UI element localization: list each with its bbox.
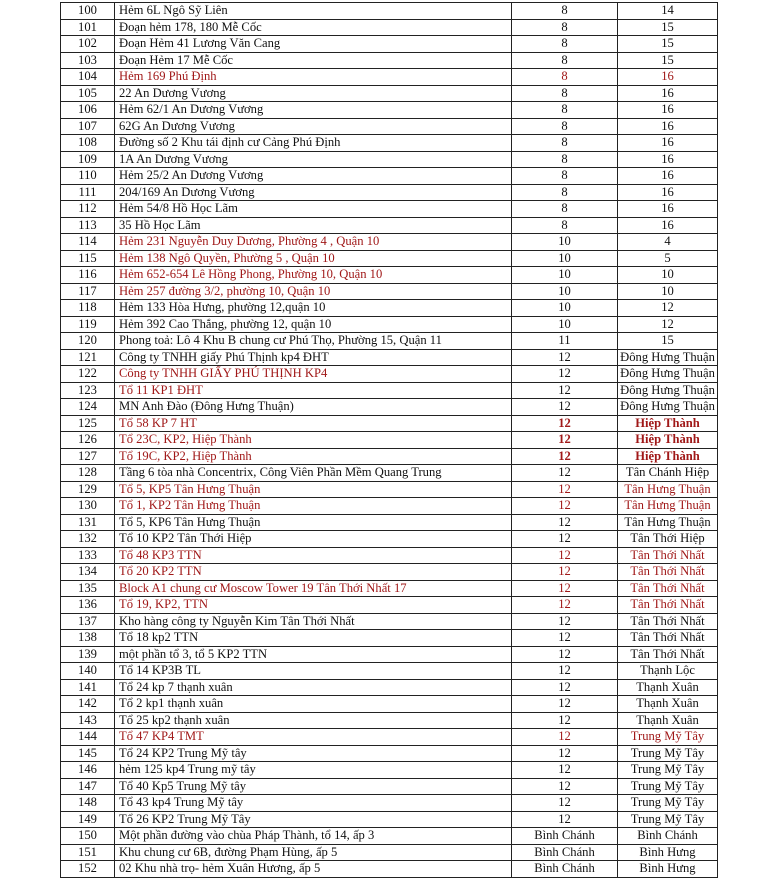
district-cell: 12 xyxy=(512,663,618,680)
row-index-cell: 106 xyxy=(61,102,115,119)
address-cell: Hẻm 392 Cao Thắng, phường 12, quận 10 xyxy=(115,316,512,333)
ward-cell: Trung Mỹ Tây xyxy=(618,778,718,795)
ward-cell: Trung Mỹ Tây xyxy=(618,811,718,828)
address-cell: MN Anh Đào (Đông Hưng Thuận) xyxy=(115,399,512,416)
row-index-cell: 119 xyxy=(61,316,115,333)
district-cell: 8 xyxy=(512,69,618,86)
row-index-cell: 124 xyxy=(61,399,115,416)
address-cell: Tổ 18 kp2 TTN xyxy=(115,630,512,647)
district-cell: 12 xyxy=(512,481,618,498)
ward-cell: 4 xyxy=(618,234,718,251)
row-index-cell: 131 xyxy=(61,514,115,531)
ward-cell: Tân Thới Hiệp xyxy=(618,531,718,548)
district-cell: 10 xyxy=(512,316,618,333)
district-cell: 10 xyxy=(512,250,618,267)
address-cell: Khu chung cư 6B, đường Phạm Hùng, ấp 5 xyxy=(115,844,512,861)
ward-cell: Tân Hưng Thuận xyxy=(618,481,718,498)
ward-cell: 16 xyxy=(618,168,718,185)
row-index-cell: 105 xyxy=(61,85,115,102)
address-cell: Tổ 11 KP1 ĐHT xyxy=(115,382,512,399)
table-row xyxy=(61,564,718,581)
ward-cell: Tân Thới Nhất xyxy=(618,613,718,630)
district-cell: 12 xyxy=(512,349,618,366)
district-cell: 12 xyxy=(512,531,618,548)
address-cell: Tổ 14 KP3B TL xyxy=(115,663,512,680)
address-cell: Đoạn hẻm 178, 180 Mễ Cốc xyxy=(115,19,512,36)
address-cell: Tổ 1, KP2 Tân Hưng Thuận xyxy=(115,498,512,515)
ward-cell: 16 xyxy=(618,201,718,218)
address-cell: Hẻm 54/8 Hồ Học Lãm xyxy=(115,201,512,218)
table-row xyxy=(61,316,718,333)
address-cell: Hẻm 169 Phú Định xyxy=(115,69,512,86)
table-row xyxy=(61,630,718,647)
address-cell: Hẻm 6L Ngô Sỹ Liên xyxy=(115,3,512,20)
district-cell: 12 xyxy=(512,498,618,515)
district-cell: 12 xyxy=(512,762,618,779)
address-cell: Hẻm 652-654 Lê Hồng Phong, Phường 10, Quận 10 xyxy=(115,267,512,284)
table-row xyxy=(61,382,718,399)
ward-cell: Bình Chánh xyxy=(618,828,718,845)
address-cell: Tổ 19C, KP2, Hiệp Thành xyxy=(115,448,512,465)
district-cell: 8 xyxy=(512,201,618,218)
table-row xyxy=(61,679,718,696)
table-row xyxy=(61,283,718,300)
district-cell: 12 xyxy=(512,811,618,828)
ward-cell: Bình Hưng xyxy=(618,844,718,861)
table-row xyxy=(61,3,718,20)
ward-cell: 12 xyxy=(618,300,718,317)
address-cell: Tầng 6 tòa nhà Concentrix, Công Viên Phần Mềm Quang Trung xyxy=(115,465,512,482)
address-cell: Hẻm 257 đường 3/2, phường 10, Quận 10 xyxy=(115,283,512,300)
table-row xyxy=(61,135,718,152)
address-cell: Tổ 5, KP5 Tân Hưng Thuận xyxy=(115,481,512,498)
district-cell: 10 xyxy=(512,267,618,284)
table-row xyxy=(61,333,718,350)
row-index-cell: 110 xyxy=(61,168,115,185)
table-row xyxy=(61,481,718,498)
table-row xyxy=(61,498,718,515)
ward-cell: 16 xyxy=(618,69,718,86)
district-cell: 12 xyxy=(512,448,618,465)
row-index-cell: 108 xyxy=(61,135,115,152)
address-cell: Hẻm 133 Hòa Hưng, phường 12,quận 10 xyxy=(115,300,512,317)
table-row xyxy=(61,201,718,218)
ward-cell: 10 xyxy=(618,267,718,284)
row-index-cell: 150 xyxy=(61,828,115,845)
district-cell: 12 xyxy=(512,597,618,614)
district-cell: 12 xyxy=(512,432,618,449)
table-row xyxy=(61,184,718,201)
row-index-cell: 118 xyxy=(61,300,115,317)
row-index-cell: 112 xyxy=(61,201,115,218)
table-row xyxy=(61,415,718,432)
row-index-cell: 102 xyxy=(61,36,115,53)
row-index-cell: 127 xyxy=(61,448,115,465)
table-row xyxy=(61,52,718,69)
table-row xyxy=(61,399,718,416)
row-index-cell: 136 xyxy=(61,597,115,614)
ward-cell: 10 xyxy=(618,283,718,300)
ward-cell: 16 xyxy=(618,118,718,135)
table-row xyxy=(61,646,718,663)
table-row xyxy=(61,349,718,366)
ward-cell: 12 xyxy=(618,316,718,333)
table-row xyxy=(61,366,718,383)
ward-cell: Hiệp Thành xyxy=(618,432,718,449)
address-cell: Tổ 26 KP2 Trung Mỹ Tây xyxy=(115,811,512,828)
row-index-cell: 137 xyxy=(61,613,115,630)
table-row xyxy=(61,102,718,119)
row-index-cell: 138 xyxy=(61,630,115,647)
district-cell: 12 xyxy=(512,366,618,383)
ward-cell: Đông Hưng Thuận xyxy=(618,349,718,366)
table-row xyxy=(61,234,718,251)
row-index-cell: 145 xyxy=(61,745,115,762)
ward-cell: 15 xyxy=(618,19,718,36)
district-cell: 12 xyxy=(512,646,618,663)
address-cell: Tổ 5, KP6 Tân Hưng Thuận xyxy=(115,514,512,531)
district-cell: 8 xyxy=(512,135,618,152)
district-cell: 8 xyxy=(512,85,618,102)
district-cell: 12 xyxy=(512,745,618,762)
address-cell: hẻm 125 kp4 Trung mỹ tây xyxy=(115,762,512,779)
row-index-cell: 152 xyxy=(61,861,115,878)
table-row xyxy=(61,745,718,762)
district-cell: 12 xyxy=(512,712,618,729)
address-cell: Một phần đường vào chùa Pháp Thành, tổ 14, ấp 3 xyxy=(115,828,512,845)
ward-cell: Tân Thới Nhất xyxy=(618,597,718,614)
ward-cell: 16 xyxy=(618,217,718,234)
district-cell: 12 xyxy=(512,415,618,432)
table-row xyxy=(61,696,718,713)
row-index-cell: 141 xyxy=(61,679,115,696)
district-cell: 10 xyxy=(512,283,618,300)
row-index-cell: 125 xyxy=(61,415,115,432)
ward-cell: Tân Hưng Thuận xyxy=(618,514,718,531)
district-cell: Bình Chánh xyxy=(512,828,618,845)
table-row xyxy=(61,465,718,482)
address-cell: Tổ 23C, KP2, Hiệp Thành xyxy=(115,432,512,449)
row-index-cell: 120 xyxy=(61,333,115,350)
table-row xyxy=(61,19,718,36)
table-row xyxy=(61,795,718,812)
row-index-cell: 148 xyxy=(61,795,115,812)
ward-cell: Tân Thới Nhất xyxy=(618,646,718,663)
address-cell: Hẻm 25/2 An Dương Vương xyxy=(115,168,512,185)
address-cell: Tổ 20 KP2 TTN xyxy=(115,564,512,581)
row-index-cell: 109 xyxy=(61,151,115,168)
table-row xyxy=(61,168,718,185)
ward-cell: Thạnh Xuân xyxy=(618,696,718,713)
table-row xyxy=(61,762,718,779)
ward-cell: Tân Thới Nhất xyxy=(618,630,718,647)
table-row xyxy=(61,729,718,746)
table-row xyxy=(61,778,718,795)
address-cell: Công ty TNHH GIẤY PHÚ THỊNH KP4 xyxy=(115,366,512,383)
row-index-cell: 117 xyxy=(61,283,115,300)
row-index-cell: 129 xyxy=(61,481,115,498)
row-index-cell: 113 xyxy=(61,217,115,234)
address-table xyxy=(60,2,718,878)
table-row xyxy=(61,531,718,548)
ward-cell: Bình Hưng xyxy=(618,861,718,878)
district-cell: 12 xyxy=(512,514,618,531)
row-index-cell: 144 xyxy=(61,729,115,746)
address-cell: Hẻm 138 Ngô Quyền, Phường 5 , Quận 10 xyxy=(115,250,512,267)
address-cell: Tổ 2 kp1 thạnh xuân xyxy=(115,696,512,713)
row-index-cell: 133 xyxy=(61,547,115,564)
district-cell: 12 xyxy=(512,564,618,581)
row-index-cell: 123 xyxy=(61,382,115,399)
row-index-cell: 143 xyxy=(61,712,115,729)
district-cell: 12 xyxy=(512,696,618,713)
row-index-cell: 147 xyxy=(61,778,115,795)
ward-cell: 15 xyxy=(618,52,718,69)
row-index-cell: 104 xyxy=(61,69,115,86)
district-cell: 8 xyxy=(512,19,618,36)
ward-cell: Tân Thới Nhất xyxy=(618,580,718,597)
row-index-cell: 142 xyxy=(61,696,115,713)
district-cell: 11 xyxy=(512,333,618,350)
row-index-cell: 151 xyxy=(61,844,115,861)
ward-cell: 16 xyxy=(618,102,718,119)
ward-cell: Thạnh Lộc xyxy=(618,663,718,680)
district-cell: 12 xyxy=(512,778,618,795)
row-index-cell: 126 xyxy=(61,432,115,449)
address-cell: Đoạn Hẻm 17 Mễ Cốc xyxy=(115,52,512,69)
address-cell: 1A An Dương Vương xyxy=(115,151,512,168)
table-row xyxy=(61,861,718,878)
row-index-cell: 103 xyxy=(61,52,115,69)
district-cell: 8 xyxy=(512,52,618,69)
ward-cell: Tân Thới Nhất xyxy=(618,564,718,581)
table-row xyxy=(61,712,718,729)
row-index-cell: 100 xyxy=(61,3,115,20)
row-index-cell: 130 xyxy=(61,498,115,515)
district-cell: 12 xyxy=(512,613,618,630)
row-index-cell: 116 xyxy=(61,267,115,284)
table-row xyxy=(61,85,718,102)
ward-cell: Hiệp Thành xyxy=(618,415,718,432)
district-cell: 10 xyxy=(512,234,618,251)
district-cell: 12 xyxy=(512,580,618,597)
address-cell: Tổ 48 KP3 TTN xyxy=(115,547,512,564)
ward-cell: Đông Hưng Thuận xyxy=(618,382,718,399)
district-cell: 12 xyxy=(512,465,618,482)
district-cell: 12 xyxy=(512,795,618,812)
ward-cell: Thạnh Xuân xyxy=(618,712,718,729)
ward-cell: 16 xyxy=(618,135,718,152)
table-row xyxy=(61,432,718,449)
district-cell: 8 xyxy=(512,36,618,53)
ward-cell: Tân Chánh Hiệp xyxy=(618,465,718,482)
row-index-cell: 146 xyxy=(61,762,115,779)
address-table-sheet xyxy=(60,2,717,878)
district-cell: 8 xyxy=(512,118,618,135)
row-index-cell: 122 xyxy=(61,366,115,383)
address-cell: 62G An Dương Vương xyxy=(115,118,512,135)
row-index-cell: 114 xyxy=(61,234,115,251)
row-index-cell: 139 xyxy=(61,646,115,663)
address-cell: Hẻm 62/1 An Dương Vương xyxy=(115,102,512,119)
address-cell: Phong toả: Lô 4 Khu B chung cư Phú Thọ, Phường 15, Quận 11 xyxy=(115,333,512,350)
ward-cell: Đông Hưng Thuận xyxy=(618,399,718,416)
address-cell: Tổ 19, KP2, TTN xyxy=(115,597,512,614)
row-index-cell: 135 xyxy=(61,580,115,597)
address-cell: Tổ 58 KP 7 HT xyxy=(115,415,512,432)
table-body xyxy=(61,3,718,878)
table-row xyxy=(61,811,718,828)
district-cell: 8 xyxy=(512,151,618,168)
table-row xyxy=(61,448,718,465)
row-index-cell: 101 xyxy=(61,19,115,36)
table-row xyxy=(61,547,718,564)
ward-cell: Tân Hưng Thuận xyxy=(618,498,718,515)
table-row xyxy=(61,267,718,284)
address-cell: Tổ 43 kp4 Trung Mỹ tây xyxy=(115,795,512,812)
district-cell: 12 xyxy=(512,547,618,564)
ward-cell: 16 xyxy=(618,184,718,201)
address-cell: Block A1 chung cư Moscow Tower 19 Tân Thới Nhất 17 xyxy=(115,580,512,597)
ward-cell: Tân Thới Nhất xyxy=(618,547,718,564)
row-index-cell: 111 xyxy=(61,184,115,201)
address-cell: Hẻm 231 Nguyễn Duy Dương, Phường 4 , Quận 10 xyxy=(115,234,512,251)
district-cell: Bình Chánh xyxy=(512,844,618,861)
ward-cell: 5 xyxy=(618,250,718,267)
ward-cell: Trung Mỹ Tây xyxy=(618,795,718,812)
table-row xyxy=(61,580,718,597)
ward-cell: Thạnh Xuân xyxy=(618,679,718,696)
ward-cell: 15 xyxy=(618,333,718,350)
district-cell: 12 xyxy=(512,630,618,647)
table-row xyxy=(61,844,718,861)
ward-cell: Trung Mỹ Tây xyxy=(618,745,718,762)
district-cell: 12 xyxy=(512,382,618,399)
table-row xyxy=(61,36,718,53)
table-row xyxy=(61,118,718,135)
row-index-cell: 140 xyxy=(61,663,115,680)
district-cell: 8 xyxy=(512,168,618,185)
district-cell: 8 xyxy=(512,217,618,234)
row-index-cell: 149 xyxy=(61,811,115,828)
address-cell: một phần tổ 3, tổ 5 KP2 TTN xyxy=(115,646,512,663)
table-row xyxy=(61,597,718,614)
ward-cell: Hiệp Thành xyxy=(618,448,718,465)
ward-cell: 14 xyxy=(618,3,718,20)
ward-cell: Trung Mỹ Tây xyxy=(618,729,718,746)
address-cell: Kho hàng công ty Nguyễn Kim Tân Thới Nhất xyxy=(115,613,512,630)
district-cell: 8 xyxy=(512,184,618,201)
table-row xyxy=(61,151,718,168)
district-cell: 8 xyxy=(512,3,618,20)
row-index-cell: 132 xyxy=(61,531,115,548)
address-cell: Công ty TNHH giấy Phú Thịnh kp4 ĐHT xyxy=(115,349,512,366)
ward-cell: 16 xyxy=(618,151,718,168)
address-cell: Tổ 40 Kp5 Trung Mỹ tây xyxy=(115,778,512,795)
district-cell: 12 xyxy=(512,399,618,416)
address-cell: Đường số 2 Khu tái định cư Cảng Phú Định xyxy=(115,135,512,152)
address-cell: Đoạn Hẻm 41 Lương Văn Cang xyxy=(115,36,512,53)
district-cell: 10 xyxy=(512,300,618,317)
district-cell: 12 xyxy=(512,679,618,696)
address-cell: 35 Hồ Học Lãm xyxy=(115,217,512,234)
address-cell: 22 An Dương Vương xyxy=(115,85,512,102)
row-index-cell: 134 xyxy=(61,564,115,581)
table-row xyxy=(61,663,718,680)
table-row xyxy=(61,69,718,86)
address-cell: 02 Khu nhà trọ- hẻm Xuân Hương, ấp 5 xyxy=(115,861,512,878)
address-cell: Tổ 47 KP4 TMT xyxy=(115,729,512,746)
table-row xyxy=(61,217,718,234)
address-cell: 204/169 An Dương Vương xyxy=(115,184,512,201)
district-cell: Bình Chánh xyxy=(512,861,618,878)
table-row xyxy=(61,828,718,845)
row-index-cell: 115 xyxy=(61,250,115,267)
district-cell: 8 xyxy=(512,102,618,119)
row-index-cell: 121 xyxy=(61,349,115,366)
district-cell: 12 xyxy=(512,729,618,746)
table-row xyxy=(61,250,718,267)
table-row xyxy=(61,300,718,317)
address-cell: Tổ 24 kp 7 thạnh xuân xyxy=(115,679,512,696)
row-index-cell: 107 xyxy=(61,118,115,135)
ward-cell: 16 xyxy=(618,85,718,102)
address-cell: Tổ 10 KP2 Tân Thới Hiệp xyxy=(115,531,512,548)
row-index-cell: 128 xyxy=(61,465,115,482)
ward-cell: Trung Mỹ Tây xyxy=(618,762,718,779)
ward-cell: 15 xyxy=(618,36,718,53)
address-cell: Tổ 24 KP2 Trung Mỹ tây xyxy=(115,745,512,762)
ward-cell: Đông Hưng Thuận xyxy=(618,366,718,383)
address-cell: Tổ 25 kp2 thạnh xuân xyxy=(115,712,512,729)
table-row xyxy=(61,613,718,630)
table-row xyxy=(61,514,718,531)
